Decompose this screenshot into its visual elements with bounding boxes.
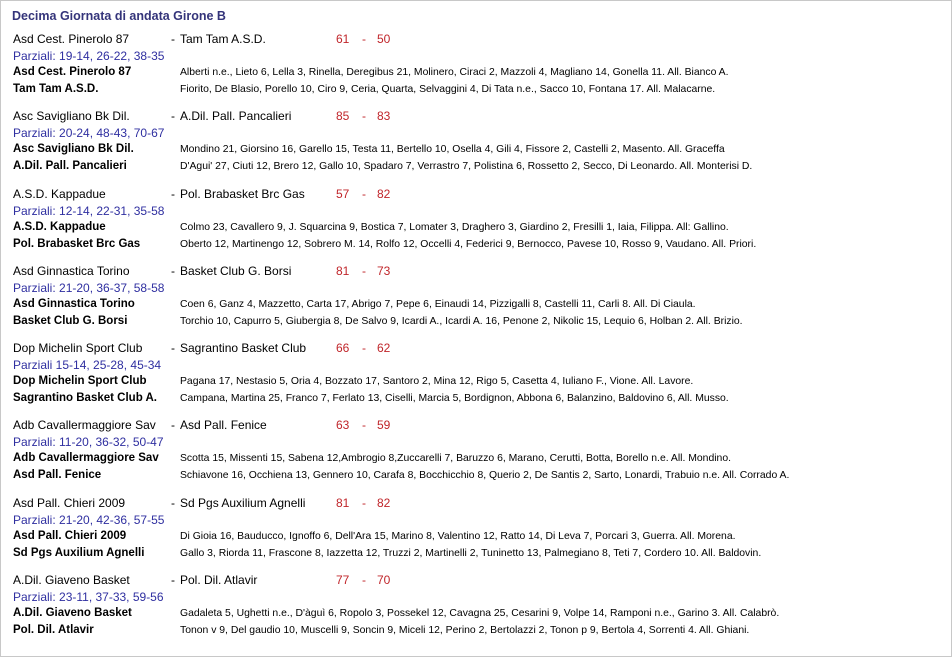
- team-separator: -: [171, 32, 175, 46]
- page-title: Decima Giornata di andata Girone B: [12, 9, 226, 23]
- away-score: 82: [377, 187, 391, 201]
- home-team-name: Adb Cavallermaggiore Sav: [13, 418, 156, 432]
- away-roster-players: Torchio 10, Capurro 5, Giubergia 8, De Salvo 9, Icardi A., Icardi A. 16, Penone 2, Nikolic 15, Lequio 6, Holban 2. All. Brizio.: [180, 316, 743, 327]
- home-roster-team: Asd Pall. Chieri 2009: [13, 530, 127, 542]
- match-block: [13, 418, 943, 488]
- team-separator: -: [171, 341, 175, 355]
- home-roster-team: Adb Cavallermaggiore Sav: [13, 452, 159, 464]
- team-separator: -: [171, 573, 175, 587]
- partial-scores: Parziali: 21-20, 36-37, 58-58: [13, 281, 165, 295]
- score-separator: -: [362, 32, 366, 46]
- away-roster-players: D'Agui' 27, Ciuti 12, Brero 12, Gallo 10, Spadaro 7, Verrastro 7, Polistina 6, Rossetto 2, Secco, Di Leonardo. All. Monterisi D.: [180, 161, 753, 172]
- away-score: 73: [377, 264, 391, 278]
- home-score: 57: [336, 187, 350, 201]
- partial-scores: Parziali: 20-24, 48-43, 70-67: [13, 126, 165, 140]
- team-separator: -: [171, 496, 175, 510]
- away-roster-team: Pol. Dil. Atlavir: [13, 624, 94, 636]
- home-team-name: Asd Cest. Pinerolo 87: [13, 32, 130, 46]
- home-roster-players: Pagana 17, Nestasio 5, Oria 4, Bozzato 17, Santoro 2, Mina 12, Rigo 5, Casetta 4, Iuliano F., Vione. All. Lavore.: [180, 376, 694, 387]
- home-roster-players: Scotta 15, Missenti 15, Sabena 12,Ambrogio 8,Zuccarelli 7, Baruzzo 6, Marano, Cerutti, Botta, Borello n.e. All. Mondino.: [180, 453, 731, 464]
- team-separator: -: [171, 418, 175, 432]
- partial-scores: Parziali: 19-14, 26-22, 38-35: [13, 49, 165, 63]
- away-team-name: Sagrantino Basket Club: [180, 341, 307, 355]
- away-team-name: Pol. Dil. Atlavir: [180, 573, 258, 587]
- away-roster-team: Tam Tam A.S.D.: [13, 83, 99, 95]
- away-score: 62: [377, 341, 391, 355]
- away-roster-players: Campana, Martina 25, Franco 7, Ferlato 13, Ciselli, Marcia 5, Bordignon, Abbona 6, Balanzino, Baldovino 6, All. Musso.: [180, 393, 729, 404]
- score-separator: -: [362, 496, 366, 510]
- team-separator: -: [171, 187, 175, 201]
- match-block: [13, 341, 943, 411]
- home-score: 81: [336, 264, 350, 278]
- home-roster-team: Asd Ginnastica Torino: [13, 298, 135, 310]
- home-score: 66: [336, 341, 350, 355]
- score-separator: -: [362, 264, 366, 278]
- home-team-name: Asd Ginnastica Torino: [13, 264, 130, 278]
- match-block: [13, 496, 943, 566]
- score-separator: -: [362, 109, 366, 123]
- home-roster-team: A.Dil. Giaveno Basket: [13, 607, 132, 619]
- home-team-name: A.S.D. Kappadue: [13, 187, 106, 201]
- home-roster-players: Alberti n.e., Lieto 6, Lella 3, Rinella, Deregibus 21, Molinero, Ciraci 2, Mazzoli 4, Magliano 14, Gonella 11. All. Bianco A.: [180, 67, 729, 78]
- home-roster-players: Coen 6, Ganz 4, Mazzetto, Carta 17, Abrigo 7, Pepe 6, Einaudi 14, Pizzigalli 8, Castelli 11, Carli 8. All. Di Ciaula.: [180, 299, 696, 310]
- away-team-name: Sd Pgs Auxilium Agnelli: [180, 496, 306, 510]
- home-roster-players: Mondino 21, Giorsino 16, Garello 15, Testa 11, Bertello 10, Osella 4, Gili 4, Fissore 2, Castelli 2, Masento. All. Graceffa: [180, 144, 725, 155]
- away-roster-team: Basket Club G. Borsi: [13, 315, 128, 327]
- away-team-name: Pol. Brabasket Brc Gas: [180, 187, 305, 201]
- partial-scores: Parziali: 21-20, 42-36, 57-55: [13, 513, 165, 527]
- home-score: 61: [336, 32, 350, 46]
- home-team-name: Dop Michelin Sport Club: [13, 341, 143, 355]
- away-team-name: Basket Club G. Borsi: [180, 264, 292, 278]
- away-roster-team: Asd Pall. Fenice: [13, 469, 102, 481]
- away-roster-players: Schiavone 16, Occhiena 13, Gennero 10, Carafa 8, Bocchicchio 8, Querio 2, De Santis 2, Sarto, Lonardi, Trabuio n.e. All. Corrado A.: [180, 470, 790, 481]
- away-roster-players: Oberto 12, Martinengo 12, Sobrero M. 14, Rolfo 12, Occelli 4, Federici 9, Bernocco, Pavese 10, Rosso 9, Vaudano. All. Priori.: [180, 239, 757, 250]
- away-roster-team: A.Dil. Pall. Pancalieri: [13, 160, 127, 172]
- match-block: [13, 264, 943, 334]
- score-separator: -: [362, 418, 366, 432]
- partial-scores: Parziali 15-14, 25-28, 45-34: [13, 358, 162, 372]
- home-roster-team: Asc Savigliano Bk Dil.: [13, 143, 134, 155]
- away-team-name: Asd Pall. Fenice: [180, 418, 267, 432]
- score-separator: -: [362, 187, 366, 201]
- home-team-name: Asd Pall. Chieri 2009: [13, 496, 126, 510]
- home-team-name: A.Dil. Giaveno Basket: [13, 573, 130, 587]
- away-score: 82: [377, 496, 391, 510]
- score-separator: -: [362, 573, 366, 587]
- away-roster-team: Sagrantino Basket Club A.: [13, 392, 157, 404]
- away-roster-team: Sd Pgs Auxilium Agnelli: [13, 547, 145, 559]
- match-block: [13, 187, 943, 257]
- away-team-name: Tam Tam A.S.D.: [180, 32, 266, 46]
- partial-scores: Parziali: 23-11, 37-33, 59-56: [13, 590, 164, 604]
- away-roster-players: Gallo 3, Riorda 11, Frascone 8, Iazzetta 12, Truzzi 2, Martinelli 2, Tuninetto 13, Palmegiano 8, Teti 7, Cordero 10. All. Baldovin.: [180, 548, 762, 559]
- home-score: 81: [336, 496, 350, 510]
- team-separator: -: [171, 264, 175, 278]
- away-score: 59: [377, 418, 391, 432]
- team-separator: -: [171, 109, 175, 123]
- away-roster-players: Fiorito, De Blasio, Porello 10, Ciro 9, Ceria, Quarta, Selvaggini 4, Di Tata n.e., Sacco 10, Fontana 17. All. Malacarne.: [180, 84, 716, 95]
- away-roster-players: Tonon v 9, Del gaudio 10, Muscelli 9, Soncin 9, Miceli 12, Perino 2, Bertolazzi 2, Tonon p 9, Bertola 4, Sorrenti 4. All. Ghiani.: [180, 625, 750, 636]
- partial-scores: Parziali: 11-20, 36-32, 50-47: [13, 435, 164, 449]
- score-separator: -: [362, 341, 366, 355]
- away-score: 83: [377, 109, 391, 123]
- home-roster-team: Asd Cest. Pinerolo 87: [13, 66, 132, 78]
- match-block: [13, 32, 943, 102]
- away-score: 70: [377, 573, 391, 587]
- match-block: [13, 573, 943, 643]
- home-roster-players: Gadaleta 5, Ughetti n.e., D'àguì 6, Ropolo 3, Possekel 12, Cavagna 25, Cesarini 9, Volpe 14, Ramponi n.e., Garino 3. All. Calabrò.: [180, 608, 780, 619]
- home-roster-team: A.S.D. Kappadue: [13, 221, 106, 233]
- home-roster-players: Di Gioia 16, Bauducco, Ignoffo 6, Dell'Ara 15, Marino 8, Valentino 12, Ratto 14, Di Leva 7, Porcari 3, Guerra. All. Morena.: [180, 531, 736, 542]
- home-score: 85: [336, 109, 350, 123]
- away-team-name: A.Dil. Pall. Pancalieri: [180, 109, 292, 123]
- away-roster-team: Pol. Brabasket Brc Gas: [13, 238, 141, 250]
- home-roster-players: Colmo 23, Cavallero 9, J. Squarcina 9, Bostica 7, Lomater 3, Draghero 3, Giardino 2, Fresilli 1, Iaia, Filippa. All: Gallino.: [180, 222, 729, 233]
- home-team-name: Asc Savigliano Bk Dil.: [13, 109, 130, 123]
- home-score: 63: [336, 418, 350, 432]
- home-score: 77: [336, 573, 350, 587]
- home-roster-team: Dop Michelin Sport Club: [13, 375, 147, 387]
- match-block: [13, 109, 943, 179]
- partial-scores: Parziali: 12-14, 22-31, 35-58: [13, 204, 165, 218]
- away-score: 50: [377, 32, 391, 46]
